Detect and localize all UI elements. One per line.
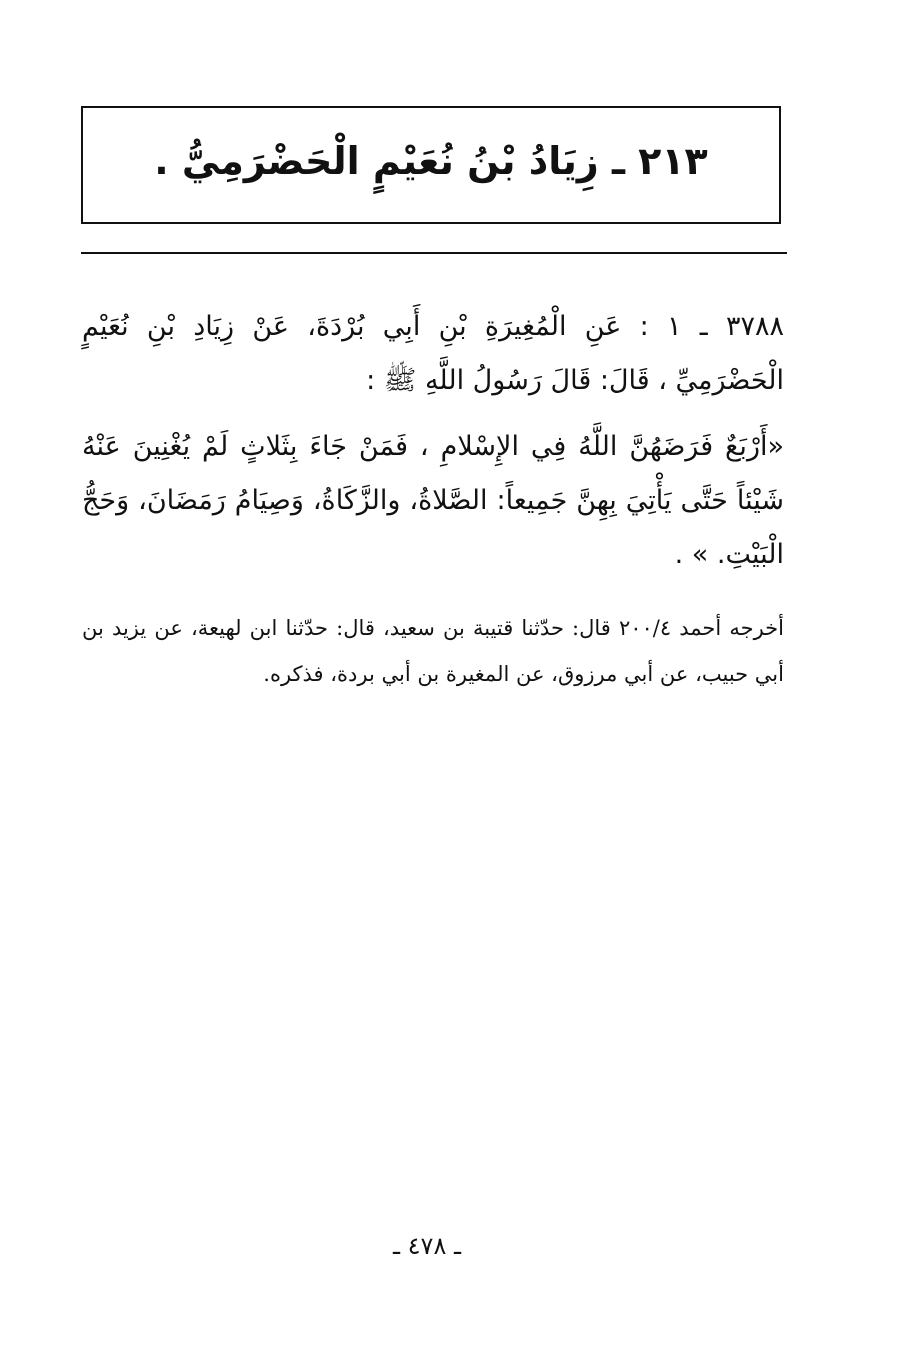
hadith-matn: «أَرْبَعٌ فَرَضَهُنَّ اللَّهُ فِي الإِسْلامِ ، فَمَنْ جَاءَ بِثَلاثٍ لَمْ يُغْنِينَ عَنْهُ شَيْئاً حَتَّى يَأْتِيَ بِهِنَّ جَمِيعاً: الصَّلاةُ، والزَّكَاةُ، وَصِيَامُ رَمَضَانَ، وَحَجُّ الْبَيْتِ. » . (82, 431, 784, 570)
chapter-title: ٢١٣ ـ زِيَادُ بْنُ نُعَيْمٍ الْحَضْرَمِيُّ . (154, 139, 708, 183)
takhrij-note: أخرجه أحمد ٢٠٠/٤ قال: حدّثنا قتيبة بن سعيد، قال: حدّثنا ابن لهيعة، عن يزيد بن أبي حبيب، عن أبي مرزوق، عن المغيرة بن أبي بردة، فذكره. (82, 616, 784, 686)
page-number: ـ ٤٧٨ ـ (392, 1232, 461, 1260)
chapter-title-box (81, 106, 781, 224)
header-divider (81, 252, 787, 254)
hadith-isnad: ٣٧٨٨ ـ ١ : عَنِ الْمُغِيرَةِ بْنِ أَبِي بُرْدَةَ، عَنْ زِيَادِ بْنِ نُعَيْمٍ الْحَضْرَمِيِّ ، قَالَ: قَالَ رَسُولُ اللَّهِ ﷺ : (82, 311, 784, 396)
